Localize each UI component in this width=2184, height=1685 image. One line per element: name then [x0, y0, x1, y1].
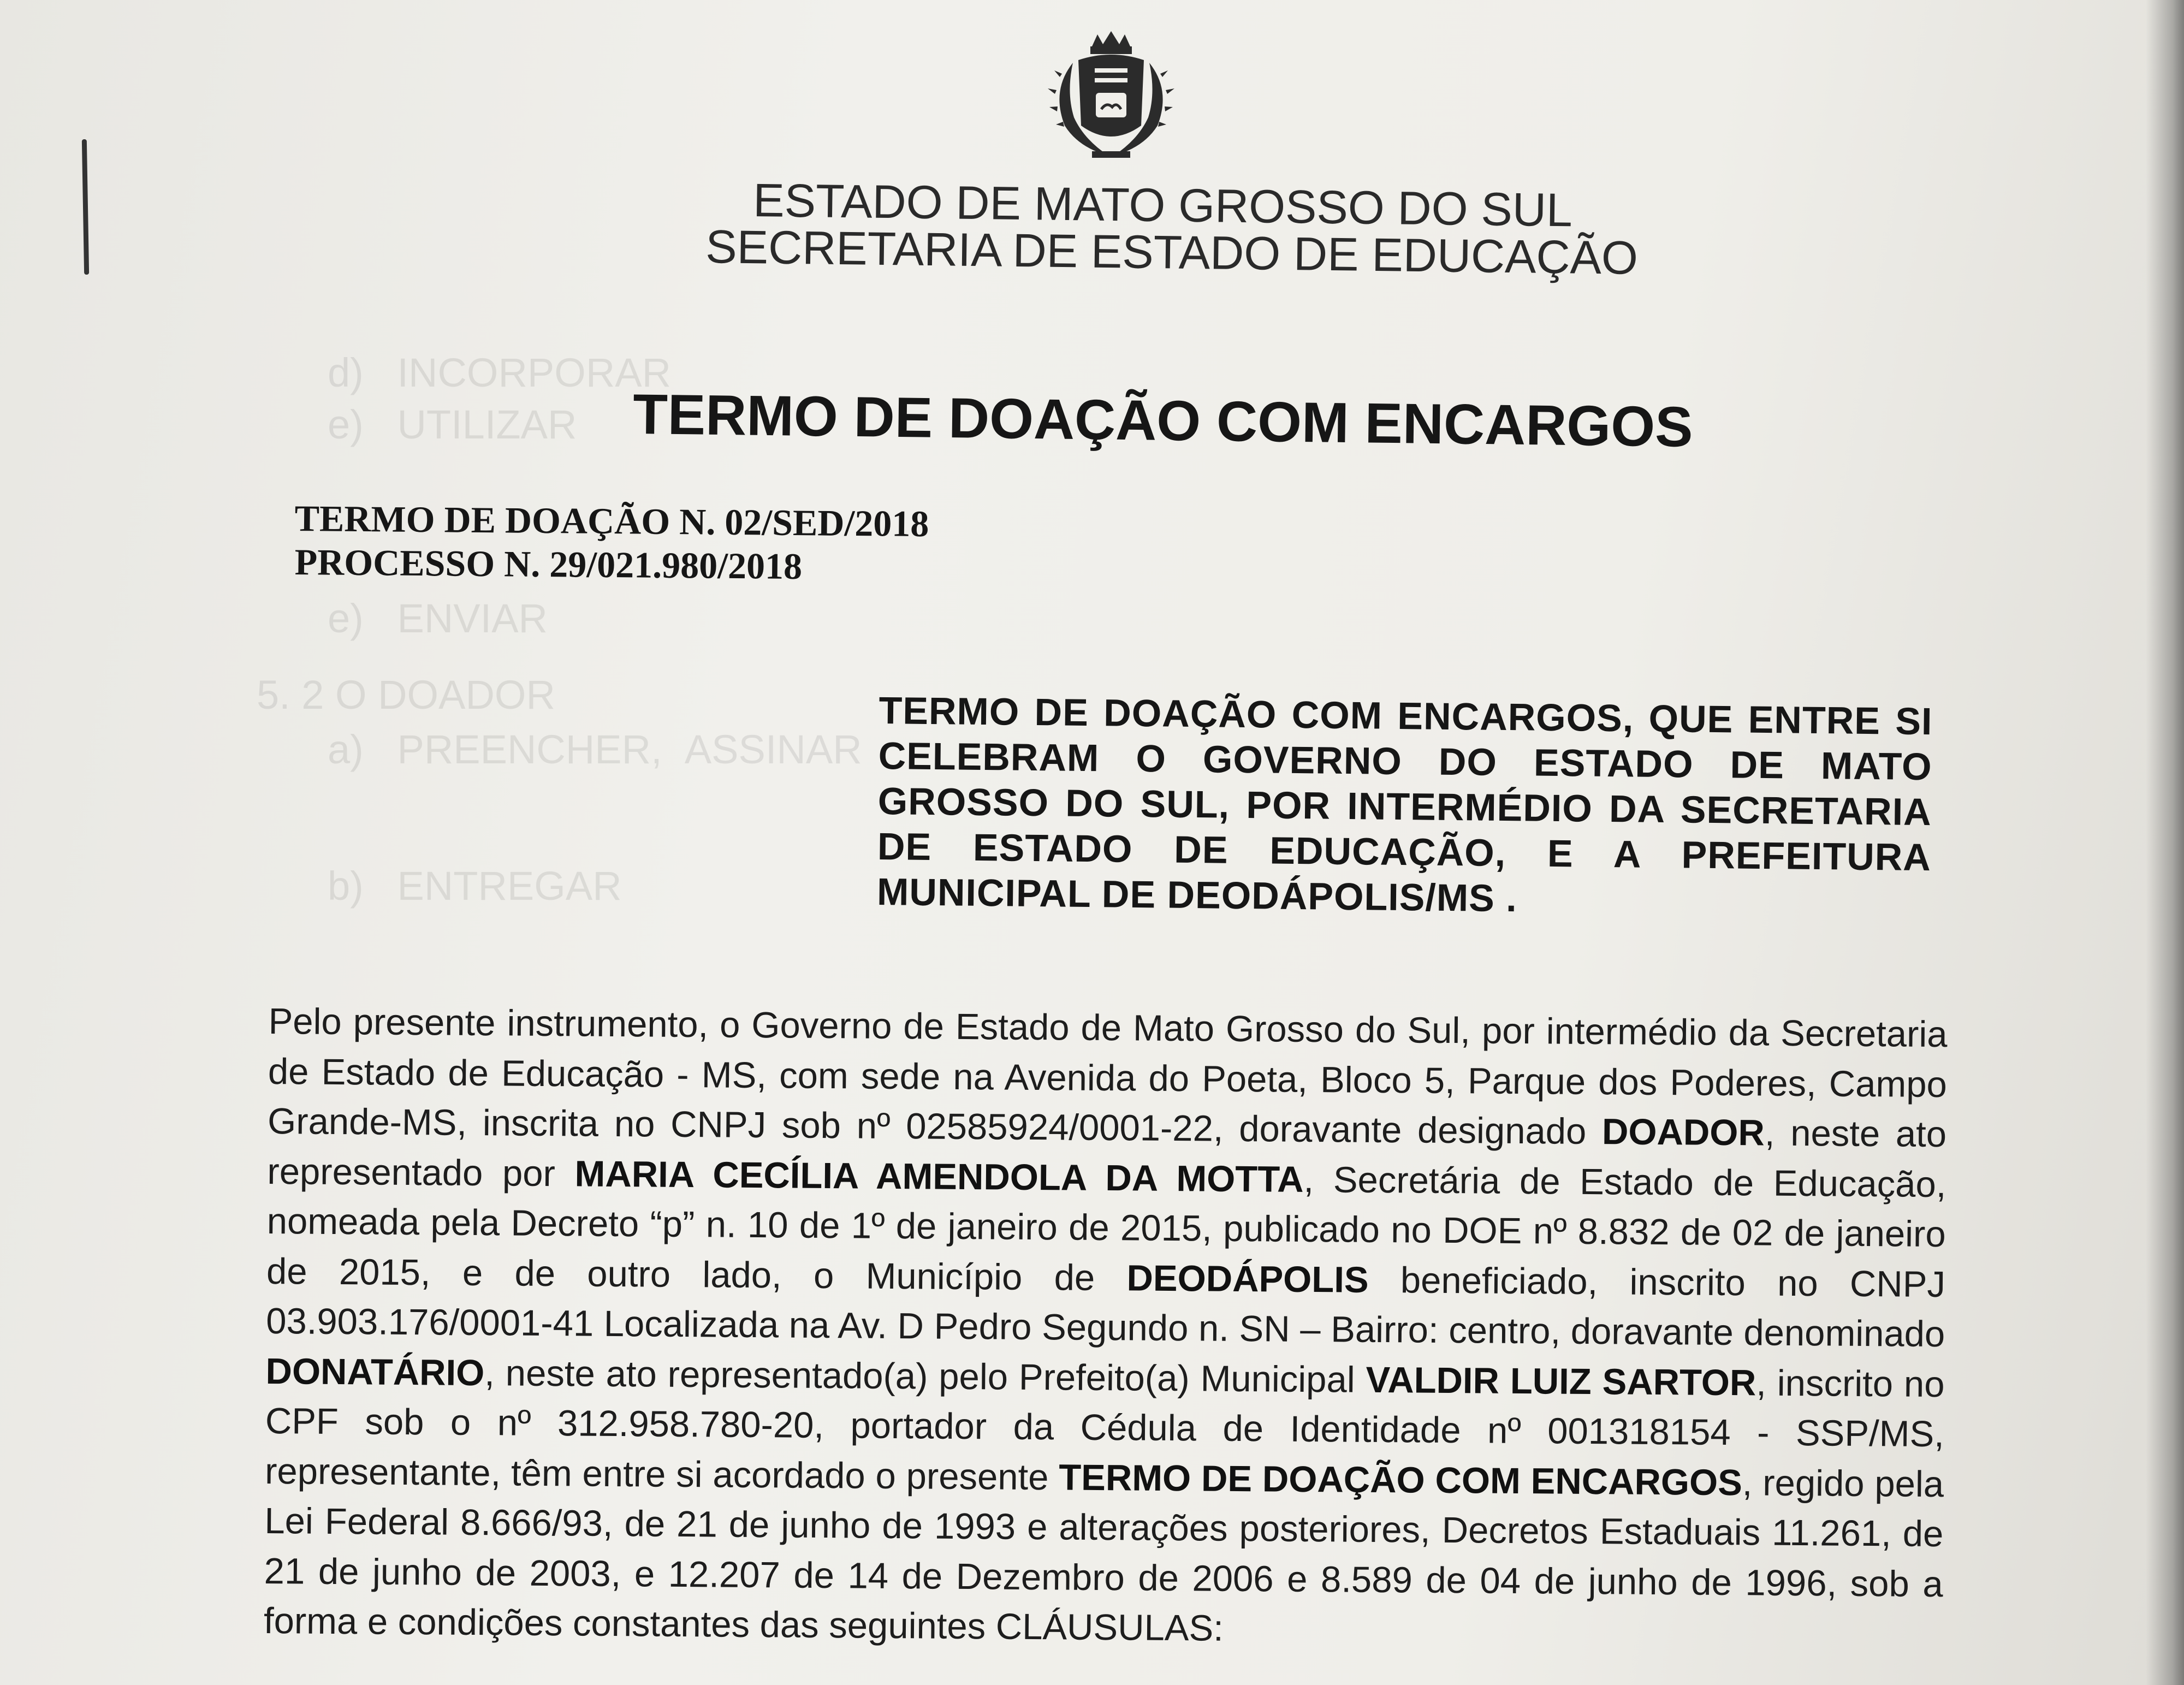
mayor-name: VALDIR LUIZ SARTOR	[1366, 1359, 1756, 1403]
margin-pen-mark	[82, 139, 89, 275]
donatario-label: DONATÁRIO	[265, 1350, 485, 1393]
process-number: PROCESSO N. 29/021.980/2018	[294, 541, 803, 588]
bleed-through-text: 5. 2 O DOADOR	[257, 672, 555, 717]
body-text-segment: beneficiado, inscrito no CNPJ 03.903.176/0001-41 Localizada na Av. D Pedro Segundo n. SN – Bairro: centro, doravante denominado	[266, 1259, 1946, 1355]
body-text-segment: , Secretária de Estado de Educação, nomeada pela Decreto “p” n. 10 de 1º de janeiro de 2015, publicado no DOE nº 8.832 de 02 de janeiro de 2015, e de outro lado, o Município de	[266, 1159, 1946, 1298]
body-text-segment: , inscrito no CPF sob o nº 312.958.780-20, portador da Cédula de Identidade nº 001318154 - SSP/MS, representante, têm entre si acordado o presente	[264, 1362, 1945, 1498]
body-text-segment: , neste ato representado(a) pelo Prefeito(a) Municipal	[484, 1352, 1355, 1401]
page-edge-shadow	[2146, 0, 2184, 1685]
bleed-through-text: d) INCORPORAR	[328, 350, 672, 395]
body-text-segment: Pelo presente instrumento, o Governo de Estado de Mato Grosso do Sul, por intermédio da Secretaria de Estado de Educação - MS, com sede na Avenida do Poeta, Bloco 5, Parque dos Poderes, Campo Grande-MS, inscrita no CNPJ sob nº 02585924/0001-22, doravante designado	[267, 1000, 1948, 1152]
term-number: TERMO DE DOAÇÃO N. 02/SED/2018	[294, 497, 929, 545]
coat-of-arms-icon	[1040, 30, 1182, 164]
term-reference: TERMO DE DOAÇÃO COM ENCARGOS	[1058, 1456, 1743, 1503]
document-title: TERMO DE DOAÇÃO COM ENCARGOS	[632, 382, 1694, 459]
secretary-name: MARIA CECÍLIA AMENDOLA DA MOTTA	[574, 1153, 1304, 1200]
doador-label: DOADOR	[1601, 1111, 1765, 1154]
bleed-through-text: a) PREENCHER, ASSINAR	[328, 727, 862, 772]
state-name-header: ESTADO DE MATO GROSSO DO SUL	[752, 174, 1573, 237]
bleed-through-text: b) ENTREGAR	[328, 863, 622, 909]
body-text-segment: , neste ato representado por	[267, 1112, 1947, 1194]
body-text-segment: , regido pela Lei Federal 8.666/93, de 21 de junho de 1993 e alterações posteriores, Decretos Estaduais 11.261, de 21 de junho de 2003, e 12.207 de 14 de Dezembro de 2006 e 8.589 de 04 de junho de 1996, sob a forma e condições constantes das seguintes CLÁUSULAS:	[263, 1462, 1944, 1649]
secretariat-name-header: SECRETARIA DE ESTADO DE EDUCAÇÃO	[705, 220, 1639, 284]
municipality-name: DEODÁPOLIS	[1126, 1257, 1369, 1301]
bleed-through-text: e) UTILIZAR	[328, 402, 577, 447]
body-paragraph	[264, 996, 1948, 1659]
document-summary: TERMO DE DOAÇÃO COM ENCARGOS, QUE ENTRE SI CELEBRAM O GOVERNO DO ESTADO DE MATO GROSSO DO SUL, POR INTERMÉDIO DA SECRETARIA DE ESTADO DE EDUCAÇÃO, E A PREFEITURA MUNICIPAL DE DEODÁPOLIS/MS .	[876, 689, 1933, 920]
bleed-through-text: e) ENVIAR	[328, 596, 548, 641]
